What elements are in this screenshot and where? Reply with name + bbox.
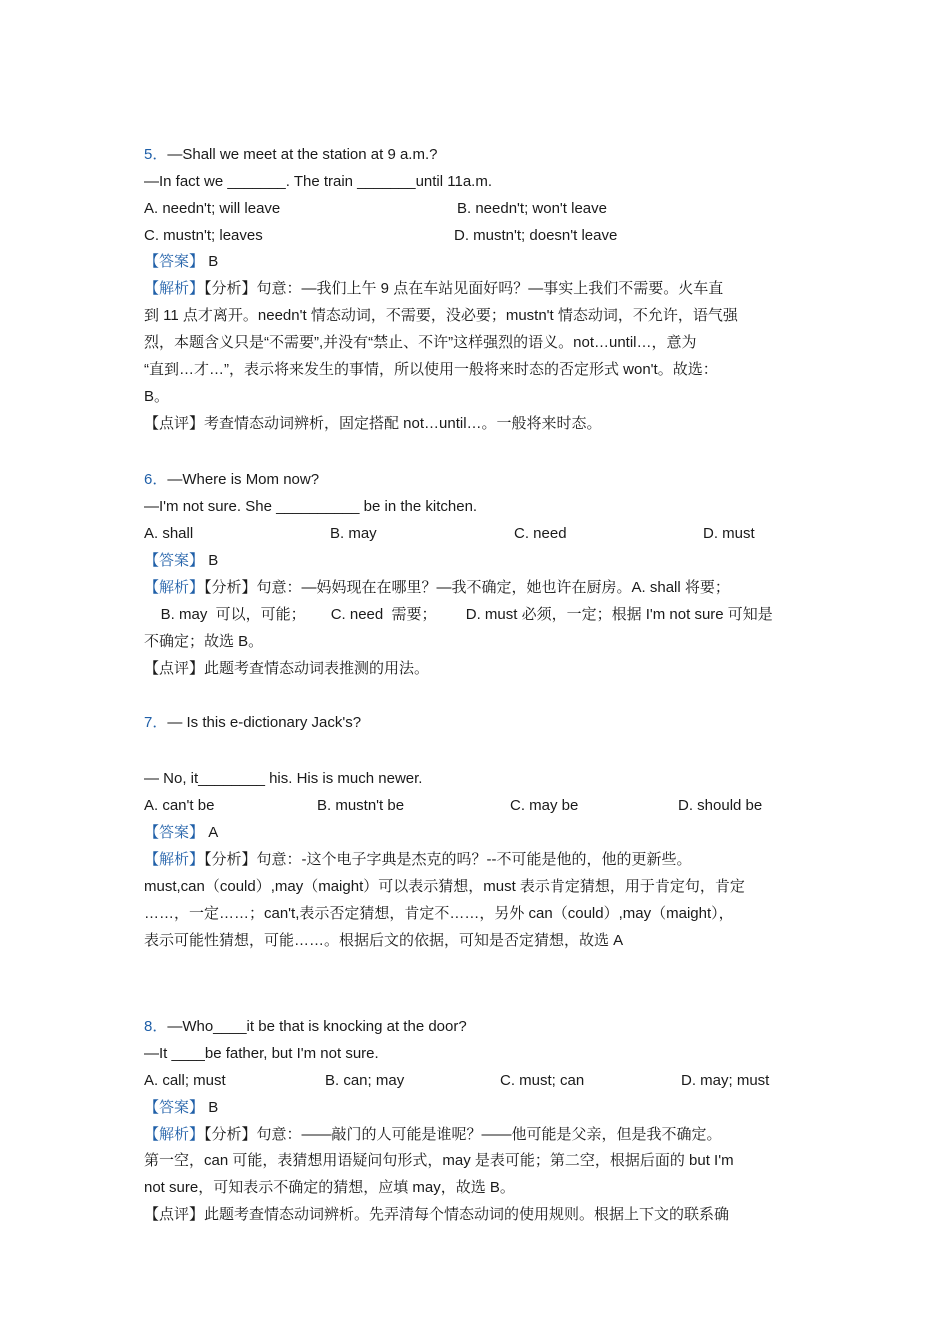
option-b: B. mustn't be	[317, 797, 405, 814]
question-8-stem: 8．—Who____it be that is knocking at the door?	[144, 1018, 467, 1035]
comment-line: 【点评】此题考查情态动词辨析。先弄清每个情态动词的使用规则。根据上下文的联系确	[144, 1206, 730, 1223]
option-c: C. must; can	[500, 1072, 585, 1089]
question-7-stem: 7．— Is this e-dictionary Jack's?	[144, 714, 362, 731]
option-d: D. may; must	[681, 1072, 770, 1089]
question-number: 8．	[144, 1018, 168, 1035]
option-d: D. must	[703, 525, 755, 542]
option-b: B. can; may	[325, 1072, 405, 1089]
question-8-stem2: —It ____be father, but I'm not sure.	[144, 1045, 379, 1062]
option-a: A. shall	[144, 525, 194, 542]
analysis-line: must,can（could）,may（maight）可以表示猜想，must 表示肯定猜想，用于肯定句，肯定	[144, 878, 745, 895]
option-a: A. call; must	[144, 1072, 226, 1089]
analysis-line: ……，一定……；can't,表示否定猜想，肯定不……，另外 can（could）,may（maight），	[144, 905, 734, 922]
question-number: 5．	[144, 146, 168, 163]
analysis-line: 【解析】【分析】句意：-这个电子字典是杰克的吗？--不可能是他的，他的更新些。	[144, 851, 692, 868]
analysis-line: 到 11 点才离开。needn't 情态动词，不需要，没必要；mustn't 情态动词，不允许，语气强	[144, 307, 738, 324]
comment-line: 【点评】考查情态动词辨析，固定搭配 not…until…。一般将来时态。	[144, 415, 602, 432]
question-5-stem: 5．—Shall we meet at the station at 9 a.m.?	[144, 146, 438, 163]
question-6-stem2: —I'm not sure. She __________ be in the kitchen.	[144, 498, 478, 515]
question-5-stem2: —In fact we _______. The train _______until 11a.m.	[144, 173, 493, 190]
comment-line: 【点评】此题考查情态动词表推测的用法。	[144, 660, 430, 677]
analysis-line: 【解析】【分析】句意：—我们上午 9 点在车站见面好吗？—事实上我们不需要。火车直	[144, 280, 724, 297]
option-d: D. mustn't; doesn't leave	[454, 227, 618, 244]
analysis-line: 第一空，can 可能，表猜想用语疑问句形式，may 是表可能；第二空，根据后面的 but I'm	[144, 1152, 734, 1169]
option-b: B. may	[330, 525, 377, 542]
answer-line: 【答案】 B	[144, 1099, 219, 1116]
analysis-line: 烈，本题含义只是“不需要”,并没有“禁止、不许”这样强烈的语义。not…until…，意为	[144, 334, 697, 351]
analysis-line: 【解析】【分析】句意：—妈妈现在在哪里？—我不确定，她也许在厨房。A. shall 将要；	[144, 579, 730, 596]
question-6-stem: 6．—Where is Mom now?	[144, 471, 320, 488]
analysis-line: “直到…才…”，表示将来发生的事情，所以使用一般将来时态的否定形式 won't。故选：	[144, 361, 718, 378]
option-c: C. mustn't; leaves	[144, 227, 263, 244]
analysis-line: 【解析】【分析】句意：——敲门的人可能是谁呢？——他可能是父亲，但是我不确定。	[144, 1126, 722, 1143]
question-7-stem2: — No, it________ his. His is much newer.	[144, 770, 423, 787]
analysis-line: B。	[144, 388, 170, 405]
option-a: A. needn't; will leave	[144, 200, 281, 217]
answer-line: 【答案】 B	[144, 552, 219, 569]
analysis-line: 不确定；故选 B。	[144, 633, 264, 650]
answer-line: 【答案】 B	[144, 253, 219, 270]
option-d: D. should be	[678, 797, 763, 814]
analysis-line: not sure，可知表示不确定的猜想，应填 may，故选 B。	[144, 1179, 515, 1196]
answer-line: 【答案】 A	[144, 824, 219, 841]
analysis-line: B. may 可以，可能； C. need 需要； D. must 必须，一定；根据 I'm not sure 可知是	[144, 606, 773, 623]
option-b: B. needn't; won't leave	[457, 200, 607, 217]
analysis-line: 表示可能性猜想，可能……。根据后文的依据，可知是否定猜想，故选 A	[144, 932, 624, 949]
option-a: A. can't be	[144, 797, 215, 814]
question-number: 7．	[144, 714, 168, 731]
option-c: C. need	[514, 525, 567, 542]
option-c: C. may be	[510, 797, 579, 814]
question-number: 6．	[144, 471, 168, 488]
